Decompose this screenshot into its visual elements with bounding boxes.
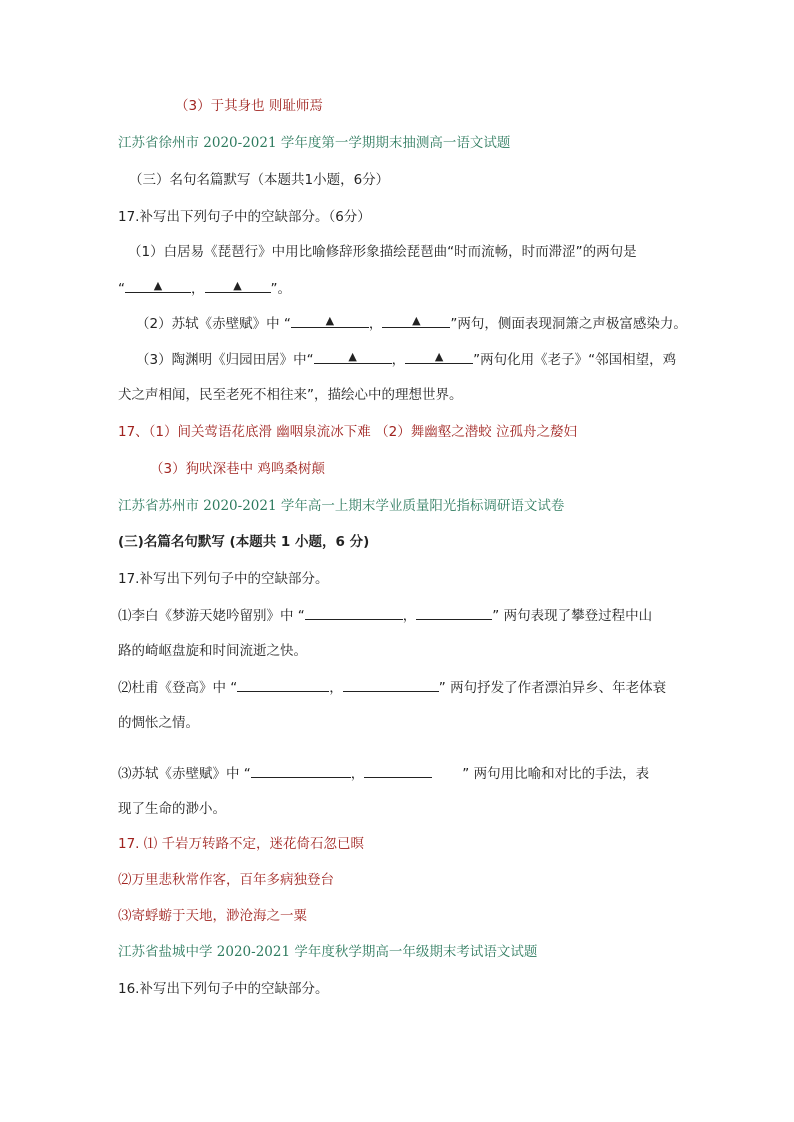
text-segment: ⑵杜甫《登高》中 “ bbox=[118, 680, 238, 696]
section-heading: (三)名篇名句默写 (本题共 1 小题，6 分) bbox=[118, 534, 370, 550]
answer-line: ⑶寄蜉蝣于天地，渺沧海之一粟 bbox=[118, 908, 307, 924]
answer-line: （3）狗吠深巷中 鸡鸣桑树颠 bbox=[150, 461, 325, 477]
question-17: 17.补写出下列句子中的空缺部分。 bbox=[118, 571, 329, 587]
quote-open: “ bbox=[118, 281, 125, 297]
question-item-1: （1）白居易《琵琶行》中用比喻修辞形象描绘琵琶曲“时而流畅，时而滞涩”的两句是 bbox=[128, 244, 637, 260]
source-title-yancheng: 江苏省盐城中学 2020-2021 学年度秋学期高一年级期末考试语文试题 bbox=[118, 944, 538, 960]
triangle-marker: ▲ bbox=[348, 350, 357, 363]
answer-line: ⑵万里悲秋常作客，百年多病独登台 bbox=[118, 872, 334, 888]
answer-blank bbox=[405, 349, 473, 364]
question-item-2 bbox=[118, 677, 666, 698]
comma: ， bbox=[350, 766, 365, 782]
text-segment: ” 两句表现了攀登过程中山 bbox=[492, 608, 653, 624]
comma: ， bbox=[329, 680, 343, 696]
answer-blank bbox=[314, 349, 392, 364]
question-item-1 bbox=[118, 605, 652, 626]
comma: ， bbox=[402, 608, 417, 624]
triangle-marker: ▲ bbox=[153, 279, 163, 292]
source-title-xuzhou: 江苏省徐州市 2020-2021 学年度第一学期期末抽测高一语文试题 bbox=[118, 135, 511, 151]
triangle-marker: ▲ bbox=[412, 314, 421, 327]
triangle-marker: ▲ bbox=[325, 314, 335, 327]
question-item-3-cont: 犬之声相闻，民至老死不相往来”，描绘心中的理想世界。 bbox=[118, 387, 463, 403]
triangle-marker: ▲ bbox=[233, 279, 242, 292]
question-item-2-cont: 的惆怅之情。 bbox=[118, 715, 199, 731]
section-heading: （三）名句名篇默写（本题共1小题，6分） bbox=[129, 172, 390, 188]
question-item-3 bbox=[136, 349, 676, 370]
quote-close: ”。 bbox=[270, 281, 291, 297]
question-17: 17.补写出下列句子中的空缺部分。（6分） bbox=[118, 209, 371, 225]
answer-blank bbox=[416, 605, 492, 620]
text-segment: ” 两句抒发了作者漂泊异乡、年老体衰 bbox=[438, 680, 667, 696]
answer-blank bbox=[205, 278, 271, 293]
question-item-3 bbox=[118, 763, 649, 784]
answer-line: 17. ⑴ 千岩万转路不定，迷花倚石忽已暝 bbox=[118, 836, 365, 852]
answer-blank bbox=[237, 677, 329, 692]
question-item-2 bbox=[136, 313, 687, 334]
answer-blank bbox=[291, 313, 369, 328]
answer-blank bbox=[251, 763, 351, 778]
text-segment: （3）陶渊明《归园田居》中“ bbox=[136, 352, 314, 368]
comma: ， bbox=[368, 316, 383, 332]
text-segment: ”两句，侧面表现洞箫之声极富感染力。 bbox=[450, 316, 687, 332]
question-item-1-cont: 路的崎岖盘旋和时间流逝之快。 bbox=[118, 643, 307, 659]
text-segment: ”两句化用《老子》“邻国相望，鸡 bbox=[473, 352, 677, 368]
triangle-marker: ▲ bbox=[434, 350, 444, 363]
text-segment: ⑶苏轼《赤壁赋》中 “ bbox=[118, 766, 251, 782]
text-segment: ” 两句用比喻和对比的手法，表 bbox=[462, 766, 650, 782]
answer-blank bbox=[343, 677, 439, 692]
text-segment: ⑴李白《梦游天姥吟留别》中 “ bbox=[118, 608, 305, 624]
question-item-3-cont: 现了生命的渺小。 bbox=[118, 801, 226, 817]
answer-line: （3）于其身也 则耻师焉 bbox=[175, 98, 323, 114]
comma: ， bbox=[391, 352, 406, 368]
question-item-1-blanks bbox=[118, 278, 291, 299]
question-16: 16.补写出下列句子中的空缺部分。 bbox=[118, 981, 329, 997]
answer-line: 17、（1）间关莺语花底滑 幽咽泉流冰下难 （2）舞幽壑之潜蛟 泣孤舟之嫠妇 bbox=[118, 424, 577, 440]
source-title-suzhou: 江苏省苏州市 2020-2021 学年高一上期末学业质量阳光指标调研语文试卷 bbox=[118, 498, 565, 514]
answer-blank bbox=[305, 605, 403, 620]
answer-blank bbox=[364, 763, 432, 778]
answer-blank bbox=[125, 278, 191, 293]
text-segment: （2）苏轼《赤壁赋》中 “ bbox=[136, 316, 291, 332]
answer-blank bbox=[382, 313, 450, 328]
comma: ， bbox=[191, 281, 205, 297]
